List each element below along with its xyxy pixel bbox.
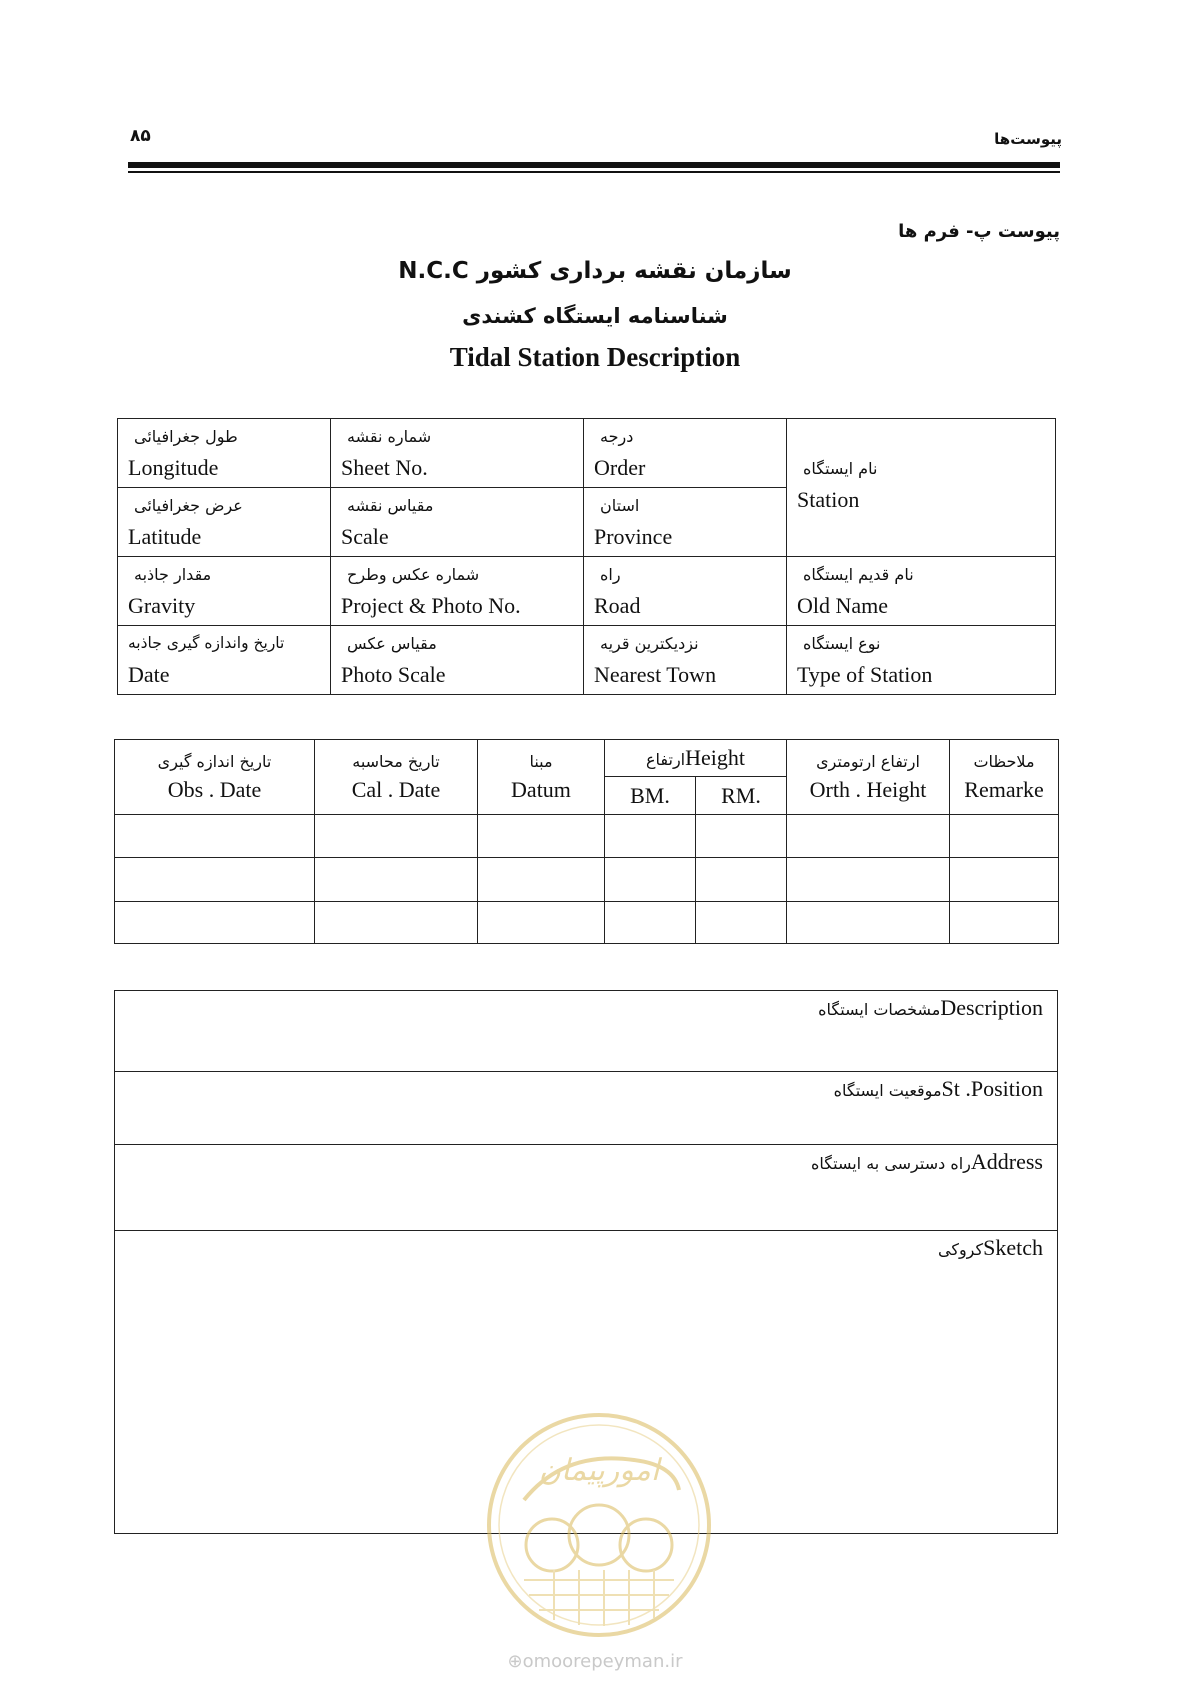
header-height: ارتفاعHeight	[605, 740, 787, 777]
position-label-en: St .Position	[941, 1076, 1043, 1101]
cell-obs-date[interactable]	[115, 858, 315, 902]
cell-bm[interactable]	[605, 902, 696, 944]
station-type-cell[interactable]: نوع ایستگاه Type of Station	[787, 626, 1056, 695]
station-info-table	[117, 418, 1056, 695]
appendix-title: پیوست پ- فرم ها	[898, 221, 1060, 242]
nearest-town-cell[interactable]: نزدیکترین قریه Nearest Town	[584, 626, 787, 695]
organization-title: سازمان نقشه برداری کشور N.C.C	[398, 258, 792, 284]
sketch-label-en: Sketch	[983, 1235, 1043, 1260]
page-number: ۸۵	[130, 126, 151, 146]
cell-remarks[interactable]	[950, 858, 1059, 902]
cell-rm[interactable]	[696, 858, 787, 902]
station-name-cell[interactable]: نام ایستگاه Station	[787, 419, 1056, 557]
header-obs-date: تاریخ اندازه گیری Obs . Date	[115, 740, 315, 815]
cell-rm[interactable]	[696, 902, 787, 944]
cell-remarks[interactable]	[950, 815, 1059, 858]
cell-datum[interactable]	[478, 858, 605, 902]
globe-icon: ⊕	[507, 1651, 523, 1672]
cell-rm[interactable]	[696, 815, 787, 858]
order-cell[interactable]: درجه Order	[584, 419, 787, 488]
gravity-date-cell[interactable]: تاریخ واندازه گیری جاذبه Date	[118, 626, 331, 695]
scale-cell[interactable]: مقیاس نقشه Scale	[331, 488, 584, 557]
old-name-cell[interactable]: نام قدیم ایستگاه Old Name	[787, 557, 1056, 626]
address-label-fa: راه دسترسی به ایستگاه	[811, 1154, 971, 1173]
header-cal-date: تاریخ محاسبه Cal . Date	[315, 740, 478, 815]
header-rule-thick	[128, 162, 1060, 168]
latitude-cell[interactable]: عرض جغرافیائی Latitude	[118, 488, 331, 557]
cell-cal-date[interactable]	[315, 902, 478, 944]
sketch-label-fa: کروکی	[937, 1240, 984, 1259]
cell-cal-date[interactable]	[315, 815, 478, 858]
photo-scale-cell[interactable]: مقیاس عکس Photo Scale	[331, 626, 584, 695]
cell-orth-height[interactable]	[787, 858, 950, 902]
table-row	[115, 858, 1059, 902]
address-label-en: Address	[970, 1149, 1043, 1174]
header-rule-thin	[128, 171, 1060, 173]
header-rm: RM.	[696, 777, 787, 815]
header-orth-height: ارتفاع ارتومتری Orth . Height	[787, 740, 950, 815]
watermark-url: ⊕omoorepeyman.ir	[507, 1651, 683, 1672]
watermark-logo	[484, 1410, 714, 1640]
cell-orth-height[interactable]	[787, 815, 950, 858]
cell-bm[interactable]	[605, 858, 696, 902]
height-table	[114, 739, 1059, 944]
description-label-en: Description	[940, 995, 1043, 1020]
longitude-cell[interactable]: طول جغرافیائی Longitude	[118, 419, 331, 488]
description-field[interactable]	[115, 991, 1058, 1072]
sheet-no-cell[interactable]: شماره نقشه Sheet No.	[331, 419, 584, 488]
cell-datum[interactable]	[478, 815, 605, 858]
cell-cal-date[interactable]	[315, 858, 478, 902]
province-cell[interactable]: استان Province	[584, 488, 787, 557]
road-cell[interactable]: راه Road	[584, 557, 787, 626]
project-photo-cell[interactable]: شماره عکس وطرح Project & Photo No.	[331, 557, 584, 626]
header-datum: مبنا Datum	[478, 740, 605, 815]
watermark-logo-text: امورپیمان	[538, 1453, 660, 1488]
table-row	[115, 902, 1059, 944]
position-label-fa: موقعیت ایستگاه	[833, 1081, 942, 1100]
header-bm: BM.	[605, 777, 696, 815]
cell-bm[interactable]	[605, 815, 696, 858]
cell-remarks[interactable]	[950, 902, 1059, 944]
address-field[interactable]	[115, 1145, 1058, 1231]
cell-orth-height[interactable]	[787, 902, 950, 944]
cell-datum[interactable]	[478, 902, 605, 944]
position-field[interactable]	[115, 1072, 1058, 1145]
table-row	[115, 815, 1059, 858]
cell-obs-date[interactable]	[115, 815, 315, 858]
form-title-english: Tidal Station Description	[449, 342, 741, 372]
header-remarks: ملاحظات Remarke	[950, 740, 1059, 815]
description-label-fa: مشخصات ایستگاه	[818, 1000, 941, 1019]
form-title-persian: شناسنامه ایستگاه کشندی	[462, 304, 728, 328]
gravity-cell[interactable]: مقدار جاذبه Gravity	[118, 557, 331, 626]
running-head: پیوست‌ها	[994, 130, 1062, 148]
cell-obs-date[interactable]	[115, 902, 315, 944]
